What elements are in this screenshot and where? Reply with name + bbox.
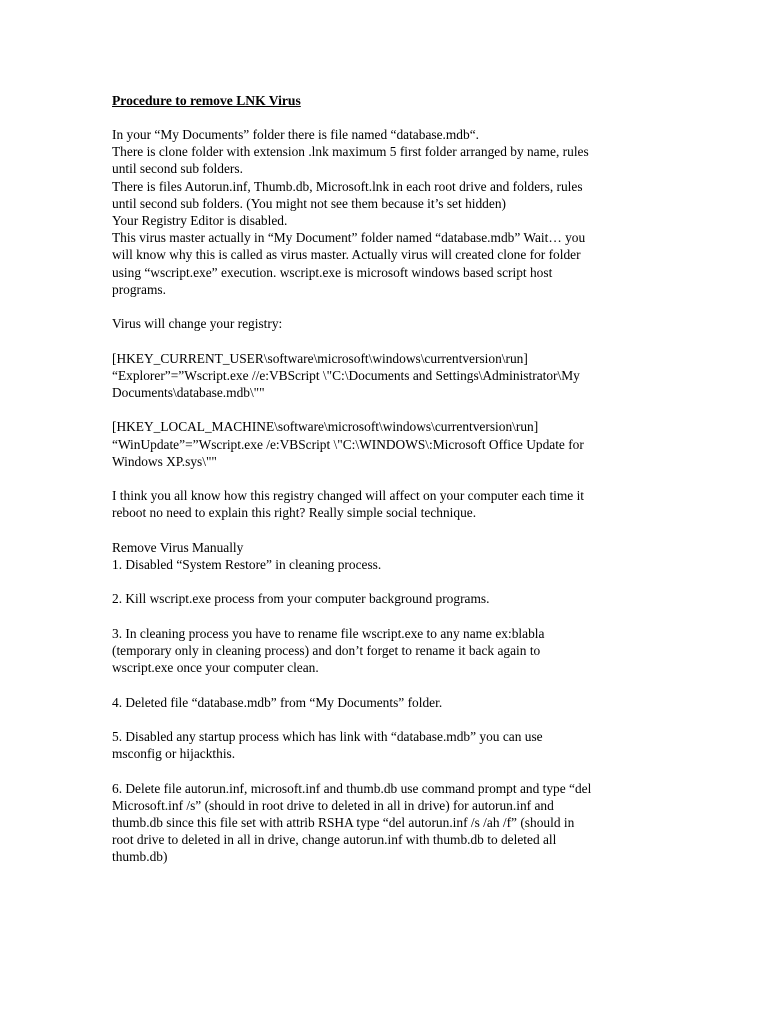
step-item [112,556,657,573]
text-line: In your “My Documents” folder there is file named “database.mdb“. [112,127,479,142]
text-line: 5. Disabled any startup process which has link with “database.mdb” you can use [112,728,543,744]
text-line: “WinUpdate”=”Wscript.exe /e:VBScript \"C:\WINDOWS\:Microsoft Office Update for [112,436,584,452]
text-line: [HKEY_CURRENT_USER\software\microsoft\windows\currentversion\run] [112,350,528,366]
registry-entry-current-user [112,350,657,402]
document-body [112,126,657,883]
text-line: Microsoft.inf /s” (should in root drive to deleted in all in drive) for autorun.inf and [112,797,554,813]
text-line: msconfig or hijackthis. [112,746,236,762]
text-line: [HKEY_LOCAL_MACHINE\software\microsoft\windows\currentversion\run] [112,419,539,435]
registry-intro [112,315,657,332]
text-line: using “wscript.exe” execution. wscript.exe is microsoft windows based script host [112,264,553,280]
text-line: This virus master actually in “My Document” folder named “database.mdb” Wait… you [112,230,586,246]
text-line: will know why this is called as virus master. Actually virus will created clone for folder [112,247,581,263]
text-line: “Explorer”=”Wscript.exe //e:VBScript \"C:\Documents and Settings\Administrator\My [112,367,580,383]
text-line: There is clone folder with extension .lnk maximum 5 first folder arranged by name, rules [112,144,589,160]
closing-paragraph [112,487,657,521]
step-item [112,590,657,607]
text-line: reboot no need to explain this right? Really simple social technique. [112,505,477,521]
text-line: Your Registry Editor is disabled. [112,213,288,229]
text-line: until second sub folders. [112,161,243,177]
step-item [112,625,657,677]
text-line: Virus will change your registry: [112,316,283,332]
text-line: 4. Deleted file “database.mdb” from “My Documents” folder. [112,694,443,710]
intro-paragraph [112,126,657,298]
step-item [112,728,657,762]
text-line: There is files Autorun.inf, Thumb.db, Microsoft.lnk in each root drive and folders, rules [112,178,583,194]
text-line: Remove Virus Manually [112,539,244,555]
text-line: (temporary only in cleaning process) and don’t forget to rename it back again to [112,642,541,658]
text-line: 1. Disabled “System Restore” in cleaning process. [112,557,382,572]
text-line: wscript.exe once your computer clean. [112,660,319,676]
text-line: 2. Kill wscript.exe process from your computer background programs. [112,591,490,607]
text-line: thumb.db) [112,849,168,865]
text-line: thumb.db since this file set with attrib RSHA type “del autorun.inf /s /ah /f” (should in [112,814,575,830]
text-line: Windows XP.sys\"" [112,453,217,469]
steps-heading [112,539,657,556]
text-line: until second sub folders. (You might not see them because it’s set hidden) [112,195,506,211]
text-line: 6. Delete file autorun.inf, microsoft.inf and thumb.db use command prompt and type “del [112,780,592,796]
registry-entry-local-machine [112,418,657,470]
text-line: 3. In cleaning process you have to rename file wscript.exe to any name ex:blabla [112,625,545,641]
step-item [112,780,657,866]
text-line: root drive to deleted in all in drive, change autorun.inf with thumb.db to deleted all [112,832,557,848]
text-line: programs. [112,281,166,297]
text-line: I think you all know how this registry changed will affect on your computer each time it [112,488,585,504]
text-line: Documents\database.mdb\"" [112,385,265,401]
document-title: Procedure to remove LNK Virus [112,93,301,108]
step-item [112,694,657,711]
